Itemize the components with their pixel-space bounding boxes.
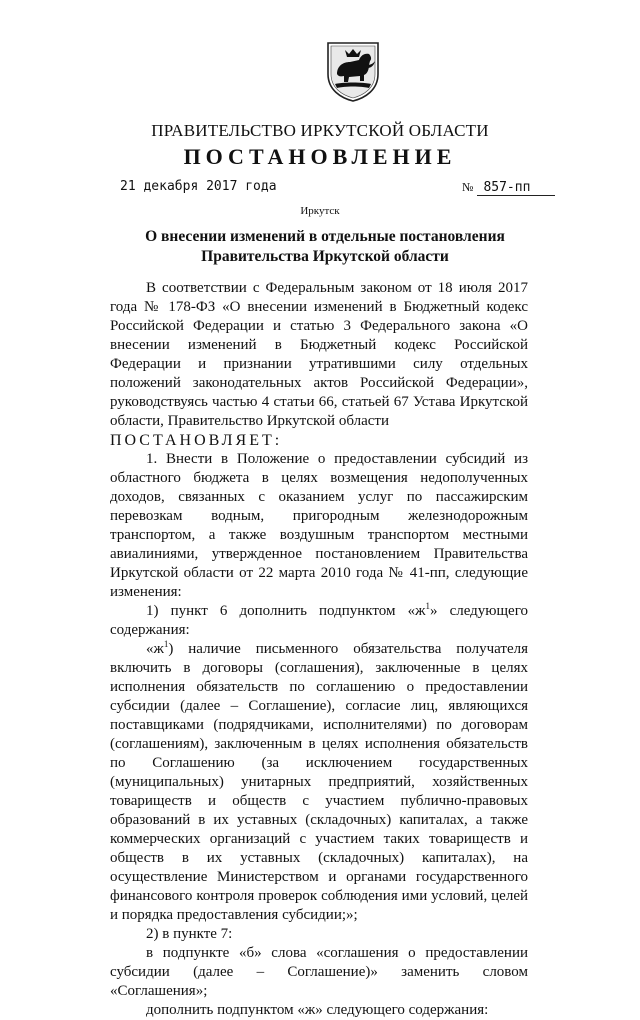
preamble-paragraph: В соответствии с Федеральным законом от 18 июля 2017 года № 178-ФЗ «О внесении изменений в Бюджетный кодекс Российской Федерации и статью 3 Федерального закона «О внесении изменений в Бюджетный кодекс Российской Федерации и признании утратившими силу отдельных положений законодательных актов Российской Федерации», руководствуясь частью 4 статьи 66, статьей 67 Устава Иркутской области, Правительство Иркутской области — [110, 280, 528, 429]
subitem-2-change-b: дополнить подпунктом «ж» следующего содержания: — [146, 1002, 489, 1018]
document-body — [110, 279, 528, 1020]
government-name: ПРАВИТЕЛЬСТВО ИРКУТСКОЙ ОБЛАСТИ — [151, 121, 489, 140]
irkutsk-coat-of-arms-icon — [325, 40, 381, 102]
subitem-2-change-a: в подпункте «б» слова «соглашения о предоставлении субсидии (далее – Соглашение)» заменить словом «Соглашения»; — [110, 945, 528, 999]
decree-heading: ПОСТАНОВЛЯЕТ: — [110, 432, 283, 449]
item-1-paragraph: 1. Внести в Положение о предоставлении субсидий из областного бюджета в целях возмещения недополученных доходов, связанных с оказанием услуг по пассажирским перевозкам водным, пригородным железнодорожным транспортом, а также воздушным транспортом местными авиалиниями, утвержденное постановлением Правительства Иркутской области от 22 марта 2010 года № 41-пп, следующие изменения: — [110, 451, 528, 600]
document-type: ПОСТАНОВЛЕНИЕ — [183, 144, 457, 169]
document-title: О внесении изменений в отдельные постановления Правительства Иркутской области — [145, 228, 505, 265]
document-number: 857-пп — [477, 180, 555, 196]
subitem-2-paragraph: 2) в пункте 7: — [146, 926, 233, 942]
quoted-subparagraph: «$ж^1$) наличие письменного обязательства получателя включить в договоры (соглашения), заключенные в целях исполнения обязательств по соглашению о предоставлении субсидии (далее – Соглашение), согласие лиц, являющихся поставщиками (подрядчиками, исполнителями) по договорам (соглашениям), заключенным в целях исполнения обязательств по Соглашению (за исключением государственных (муниципальных) унитарных предприятий, хозяйственных товариществ и обществ с участием публично-правовых образований в их уставных (складочных) капиталах, а также коммерческих организаций с участием таких товариществ и обществ в их уставных (складочных) капиталах), на осуществление Министерством и органами государственного финансового контроля проверок соблюдения ими условий, целей и порядка предоставления субсидии;»; — [110, 639, 528, 923]
document-city: Иркутск — [300, 205, 340, 217]
subitem-1-paragraph: 1) пункт 6 дополнить подпунктом «$ж^1$» следующего содержания: — [110, 601, 528, 638]
document-number-block — [462, 179, 555, 196]
document-date: 21 декабря 2017 года — [120, 179, 277, 194]
number-sign: № — [462, 180, 474, 194]
